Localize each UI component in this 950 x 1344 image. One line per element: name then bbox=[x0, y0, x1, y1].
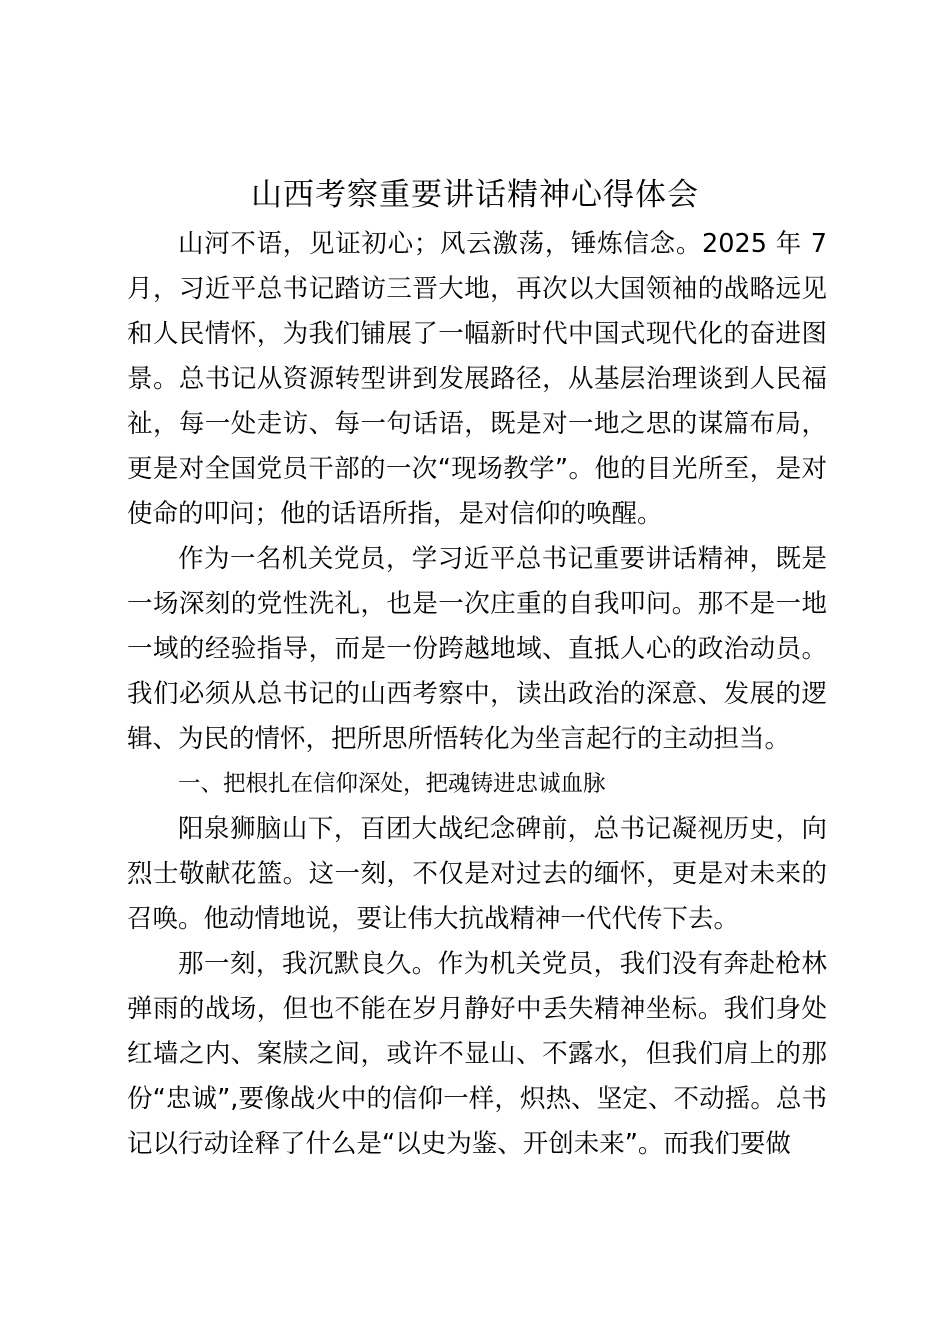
paragraph-reflection: 那一刻，我沉默良久。作为机关党员，我们没有奔赴枪林弹雨的战场，但也不能在岁月静好中丢失精神坐标。我们身处红墙之内、案牍之间，或许不显山、不露水，但我们肩上的那份“忠诚”,要像战火中的信仰一样，炽热、坚定、不动摇。总书记以行动诠释了什么是“以史为鉴、开创未来”。而我们要做 bbox=[127, 949, 827, 1159]
section-heading-1: 一、把根扎在信仰深处，把魂铸进忠诚血脉 bbox=[178, 771, 606, 797]
paragraph-intro: 山河不语，见证初心；风云激荡，锤炼信念。2025 年 7 月，习近平总书记踏访三晋大地，再次以大国领袖的战略远见和人民情怀，为我们铺展了一幅新时代中国式现代化的奋进图景。总书记从资源转型讲到发展路径，从基层治理谈到人民福祉，每一处走访、每一句话语，既是对一地之思的谋篇布局，更是对全国党员干部的一次“现场教学”。他的目光所至，是对使命的叩问；他的话语所指，是对信仰的唤醒。 bbox=[127, 229, 827, 529]
paragraph-role: 作为一名机关党员，学习近平总书记重要讲话精神，既是一场深刻的党性洗礼，也是一次庄重的自我叩问。那不是一地一域的经验指导，而是一份跨越地域、直抵人心的政治动员。我们必须从总书记的山西考察中，读出政治的深意、发展的逻辑、为民的情怀，把所思所悟转化为坐言起行的主动担当。 bbox=[127, 544, 827, 754]
document-title: 山西考察重要讲话精神心得体会 bbox=[251, 177, 699, 213]
document-body bbox=[127, 222, 827, 1167]
paragraph-memorial: 阳泉狮脑山下，百团大战纪念碑前，总书记凝视历史，向烈士敬献花篮。这一刻，不仅是对过去的缅怀，更是对未来的召唤。他动情地说，要让伟大抗战精神一代代传下去。 bbox=[127, 814, 827, 934]
